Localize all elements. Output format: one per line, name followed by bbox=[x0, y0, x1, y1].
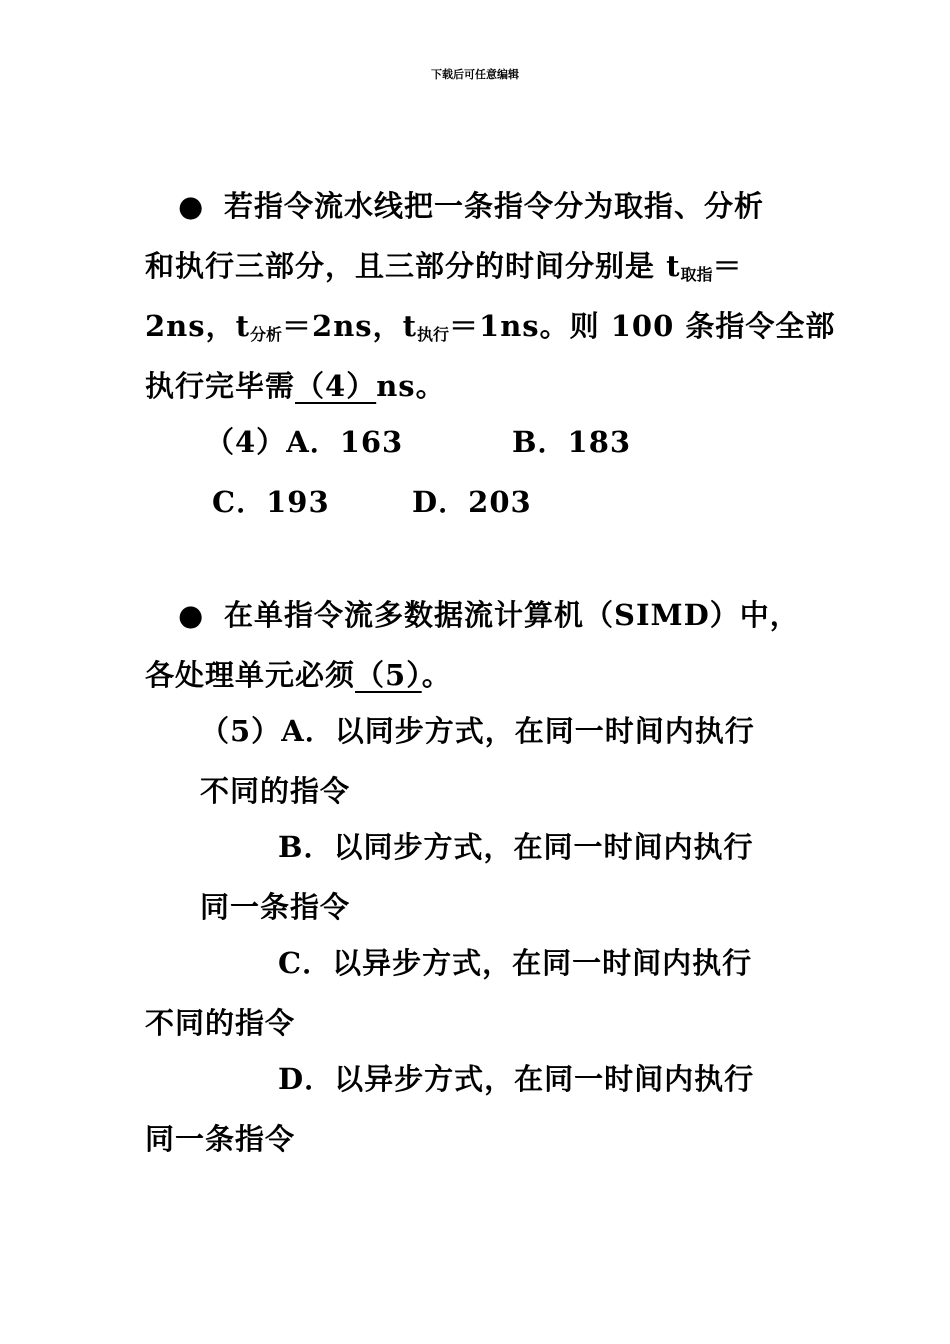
q4-option-c: C．193 bbox=[212, 485, 330, 519]
q5-answer-blank: （5） bbox=[355, 658, 422, 692]
q5-option-d-line-2 bbox=[145, 1121, 295, 1157]
q4-stem-line-2: 和执行三部分，且三部分的时间分别是 t bbox=[145, 249, 681, 283]
q5-option-b-line-1 bbox=[278, 829, 754, 865]
q4-option-d-wrap bbox=[412, 484, 532, 520]
q5-option-a-text-1: A．以同步方式，在同一时间内执行 bbox=[281, 714, 755, 748]
q5-option-c-text-1: C．以异步方式，在同一时间内执行 bbox=[278, 946, 753, 980]
q5-stem-line-1: 在单指令流多数据流计算机（SIMD）中， bbox=[224, 598, 800, 632]
q4-equals: ＝ bbox=[712, 249, 743, 283]
q4-subscript-exec: 执行 bbox=[417, 325, 450, 344]
q4-option-a: A．163 bbox=[286, 425, 404, 459]
q4-line-3 bbox=[145, 308, 835, 353]
q5-option-a-text-2: 不同的指令 bbox=[200, 774, 351, 808]
q5-option-c-line-1 bbox=[278, 945, 752, 981]
q4-stem-line-3b: ＝2ns，t bbox=[282, 309, 418, 343]
q4-option-b-wrap bbox=[512, 424, 631, 460]
q5-option-d-text-1: D．以异步方式，在同一时间内执行 bbox=[278, 1062, 755, 1096]
q4-subscript-fetch: 取指 bbox=[680, 265, 713, 284]
q4-line-4 bbox=[145, 368, 446, 404]
q5-option-prefix: （5） bbox=[200, 714, 282, 748]
q4-line-2 bbox=[145, 248, 743, 293]
q5-stem-line-2-end: 。 bbox=[421, 658, 452, 692]
q4-stem-line-3c: ＝1ns。则 100 条指令全部 bbox=[449, 309, 836, 343]
q4-answer-blank: （4） bbox=[295, 369, 377, 403]
q5-bullet: ● bbox=[178, 598, 205, 632]
q5-option-a-line-2 bbox=[200, 773, 350, 809]
q4-stem-line-1: 若指令流水线把一条指令分为取指、分析 bbox=[224, 189, 765, 223]
page-header: 下载后可任意编辑 bbox=[431, 68, 519, 81]
q4-line-1 bbox=[178, 188, 764, 224]
q4-stem-line-3a: 2ns，t bbox=[145, 309, 250, 343]
q5-option-d-line-1 bbox=[278, 1061, 754, 1097]
q5-line-2 bbox=[145, 657, 452, 693]
q4-subscript-analyze: 分析 bbox=[250, 325, 283, 344]
q5-option-c-line-2 bbox=[145, 1005, 295, 1041]
q5-option-d-text-2: 同一条指令 bbox=[145, 1122, 296, 1156]
q4-option-b: B．183 bbox=[512, 425, 632, 459]
q4-option-c-wrap bbox=[212, 484, 330, 520]
q5-option-b-text-2: 同一条指令 bbox=[200, 890, 351, 924]
q5-option-c-text-2: 不同的指令 bbox=[145, 1006, 296, 1040]
q4-option-d: D．203 bbox=[412, 485, 532, 519]
q4-stem-line-4-end: ns。 bbox=[376, 369, 446, 403]
q5-option-b-text-1: B．以同步方式，在同一时间内执行 bbox=[278, 830, 754, 864]
q5-line-1 bbox=[178, 597, 800, 633]
q5-option-b-line-2 bbox=[200, 889, 350, 925]
q5-stem-line-2: 各处理单元必须 bbox=[145, 658, 356, 692]
q4-stem-line-4: 执行完毕需 bbox=[145, 369, 296, 403]
q4-bullet: ● bbox=[178, 189, 205, 223]
q5-option-a-line-1 bbox=[200, 713, 755, 749]
q4-option-prefix: （4） bbox=[205, 425, 287, 459]
q4-option-row-1 bbox=[205, 424, 403, 460]
